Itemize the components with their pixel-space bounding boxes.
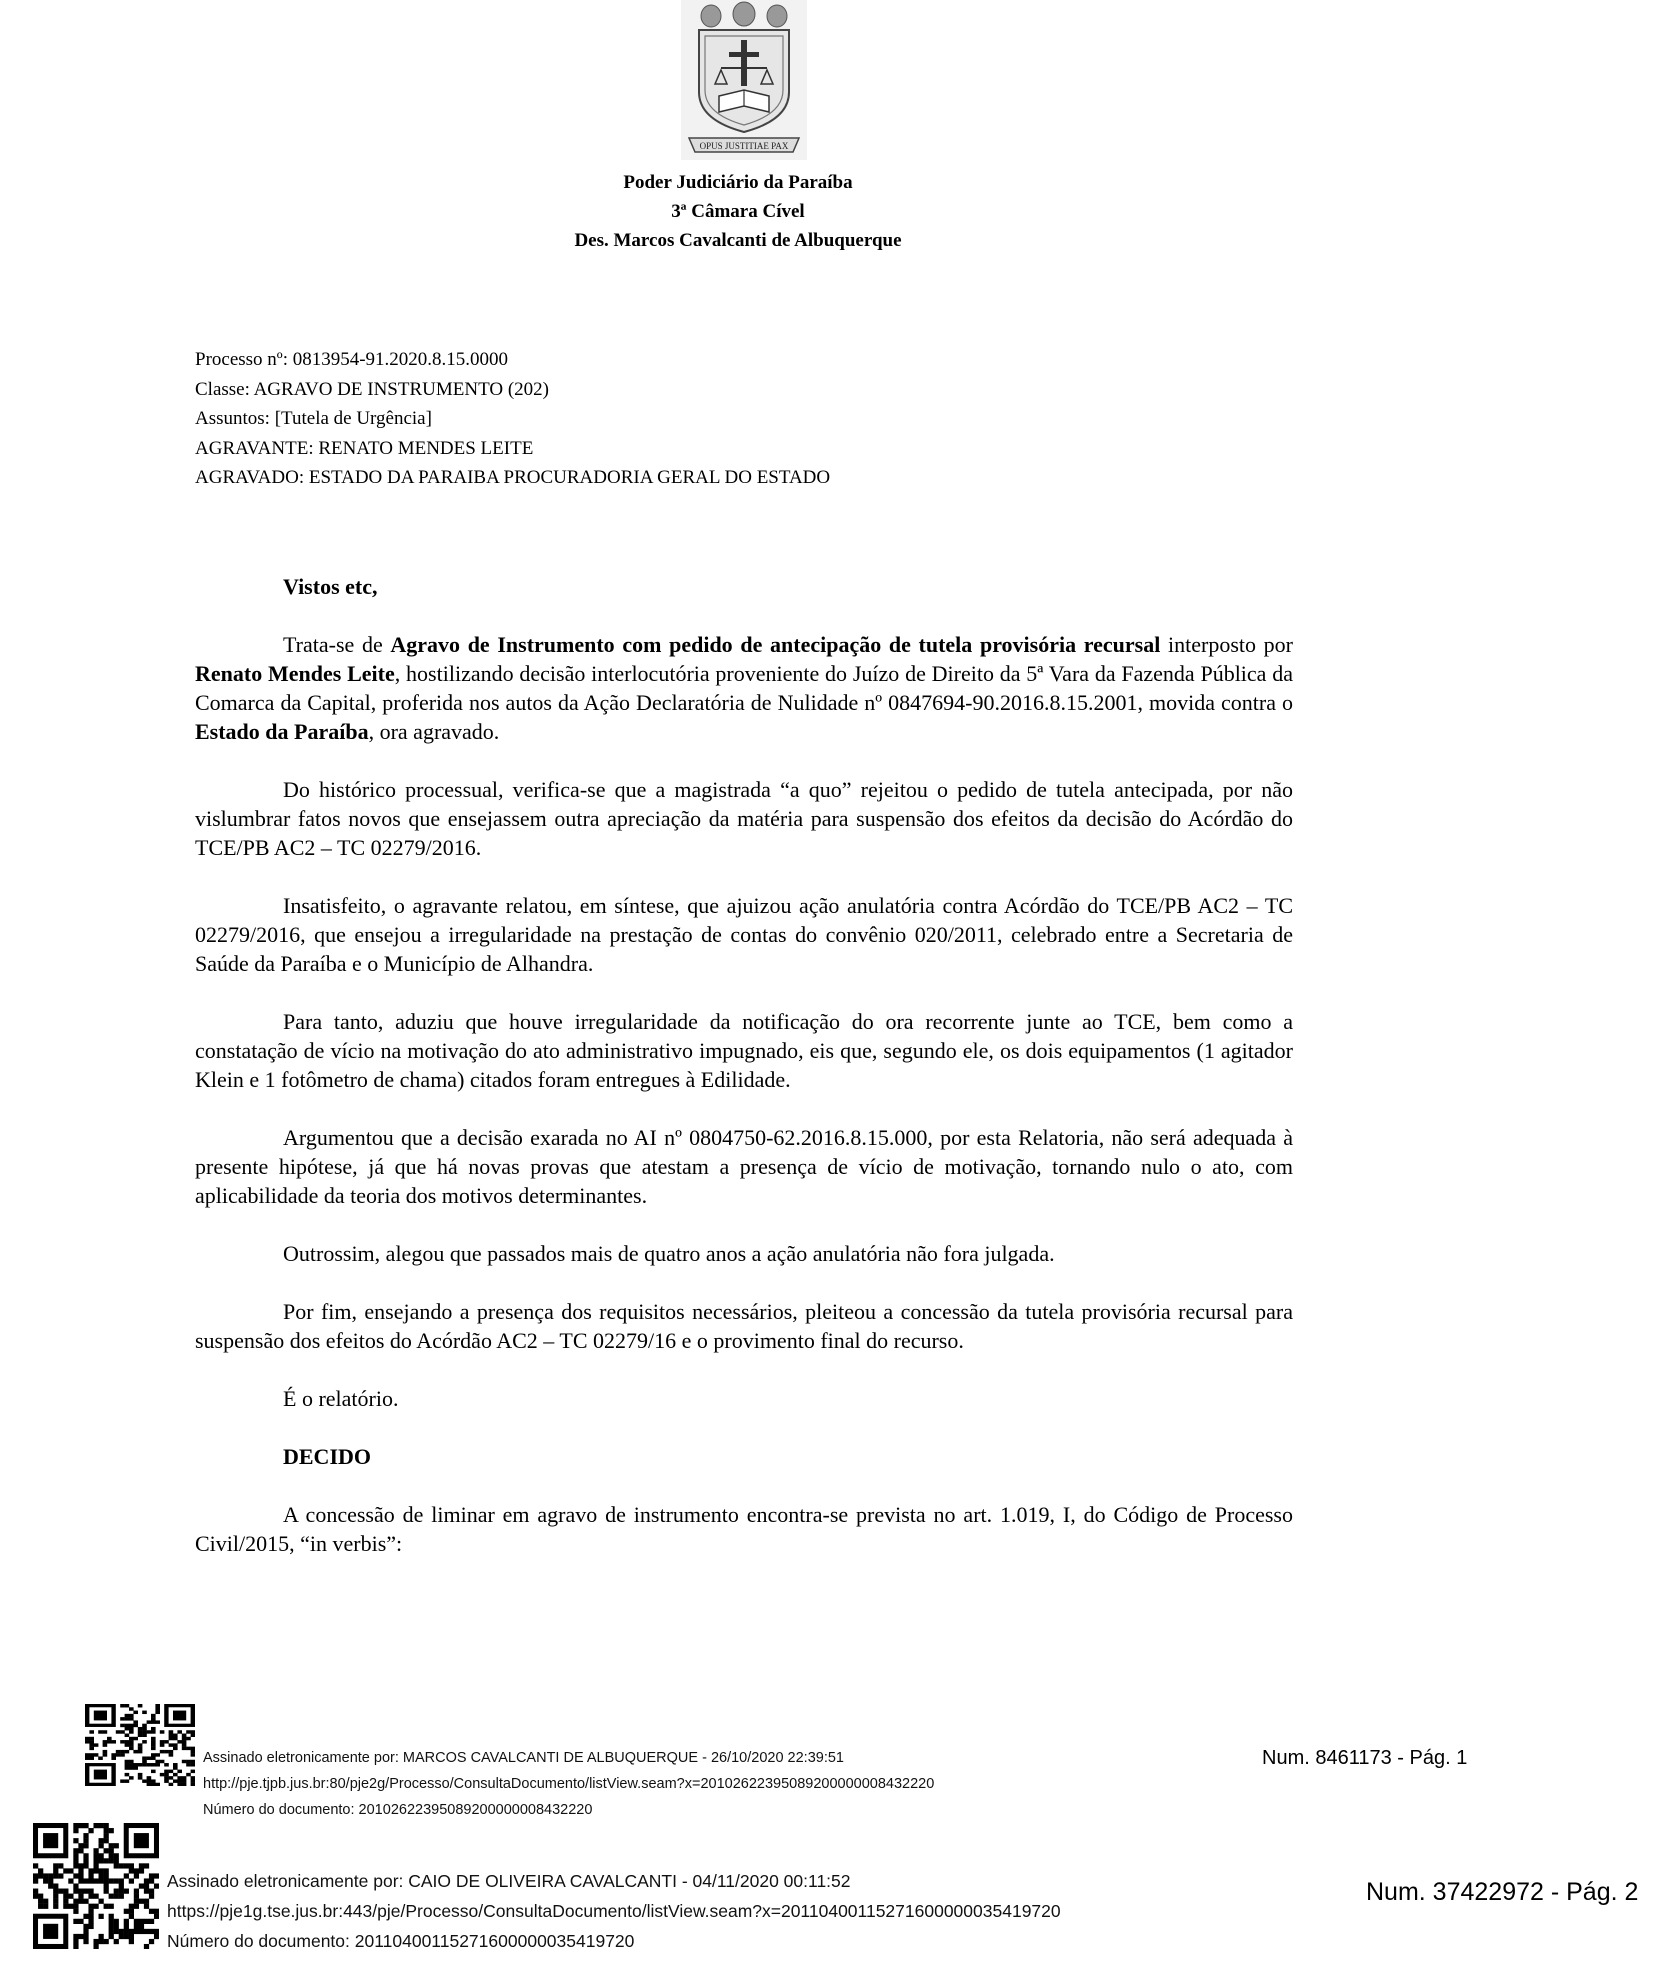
p1-bold-d: Renato Mendes Leite [195, 661, 395, 686]
case-subjects: Assuntos: [Tutela de Urgência] [195, 408, 432, 429]
verification-url-1: http://pje.tjpb.jus.br:80/pje2g/Processo/ConsultaDocumento/listView.seam?x=20102622395089200000008432220 [203, 1776, 935, 1792]
chamber-name: 3ª Câmara Cível [671, 201, 805, 222]
paragraph-9: A concessão de liminar em agravo de instrumento encontra-se prevista no art. 1.019, I, do Código de Processo Civil/2015, “in verbis”: [195, 1502, 1293, 1556]
p1-text-a: Trata-se de [283, 632, 391, 657]
p1-bold-f: Estado da Paraíba [195, 719, 369, 744]
qr-code-icon [33, 1823, 159, 1949]
case-class: Classe: AGRAVO DE INSTRUMENTO (202) [195, 378, 549, 400]
document-header [0, 168, 1476, 255]
judge-name: Des. Marcos Cavalcanti de Albuquerque [574, 230, 902, 251]
verification-url-2: https://pje1g.tse.jus.br:443/pje/Processo/ConsultaDocumento/listView.seam?x=20110400115271600000035419720 [167, 1901, 1061, 1921]
paragraph-4: Para tanto, aduziu que houve irregularidade da notificação do ora recorrente junte ao TCE, bem como a constatação de vício na motivação do ato administrativo impugnado, eis que, segundo ele, os dois equipamentos (1 agitador Klein e 1 fotômetro de chama) citados foram entregues à Edilidade. [195, 1009, 1293, 1092]
document-number-2: Número do documento: 20110400115271600000035419720 [167, 1931, 635, 1951]
case-number: Processo nº: 0813954-91.2020.8.15.0000 [195, 349, 509, 370]
paragraph-6: Outrossim, alegou que passados mais de quatro anos a ação anulatória não fora julgada. [283, 1241, 1055, 1266]
signed-by-1: Assinado eletronicamente por: MARCOS CAVALCANTI DE ALBUQUERQUE - 26/10/2020 22:39:51 [203, 1750, 844, 1766]
court-seal-logo [681, 0, 807, 160]
decision-body [195, 572, 1293, 1558]
qr-code-icon [85, 1704, 195, 1786]
paragraph-8: É o relatório. [283, 1386, 399, 1411]
svg-text:OPUS JUSTITIAE PAX: OPUS JUSTITIAE PAX [699, 141, 789, 151]
case-appellee: AGRAVADO: ESTADO DA PARAIBA PROCURADORIA GERAL DO ESTADO [195, 467, 831, 488]
p1-text-e: , hostilizando decisão interlocutória proveniente do Juízo de Direito da 5ª Vara da Fazenda Pública da Comarca da Capital, proferida nos autos da Ação Declaratória de Nulidade nº 0847694-90.2016.8.15.2001, movida contra o [195, 661, 1293, 715]
p1-bold-b: Agravo de Instrumento com pedido de antecipação de tutela provisória recursal [390, 632, 1161, 657]
greeting: Vistos etc, [283, 574, 378, 599]
paragraph-7: Por fim, ensejando a presença dos requisitos necessários, pleiteou a concessão da tutela provisória recursal para suspensão dos efeitos do Acórdão AC2 – TC 02279/16 e o provimento final do recurso. [195, 1299, 1293, 1353]
court-name: Poder Judiciário da Paraíba [623, 172, 853, 193]
case-appellant: AGRAVANTE: RENATO MENDES LEITE [195, 437, 534, 459]
signed-by-2: Assinado eletronicamente por: CAIO DE OLIVEIRA CAVALCANTI - 04/11/2020 00:11:52 [167, 1871, 851, 1891]
page-reference-2: Num. 37422972 - Pág. 2 [1366, 1878, 1639, 1906]
paragraph-3: Insatisfeito, o agravante relatou, em síntese, que ajuizou ação anulatória contra Acórdão do TCE/PB AC2 – TC 02279/2016, que ensejou a irregularidade na prestação de contas do convênio 020/2011, celebrado entre a Secretaria de Saúde da Paraíba e o Município de Alhandra. [195, 893, 1293, 976]
p1-text-c: interposto por [1160, 632, 1293, 657]
page-reference-1: Num. 8461173 - Pág. 1 [1262, 1747, 1468, 1769]
section-heading-decido: DECIDO [283, 1444, 372, 1469]
paragraph-5: Argumentou que a decisão exarada no AI nº 0804750-62.2016.8.15.000, por esta Relatoria, não será adequada à presente hipótese, já que há novas provas que atestam a presença de vício de motivação, tornando nulo o ato, com aplicabilidade da teoria dos motivos determinantes. [195, 1125, 1293, 1208]
signature-block-2 [167, 1866, 1061, 1956]
signature-block-1 [203, 1745, 934, 1823]
document-number-1: Número do documento: 20102622395089200000008432220 [203, 1802, 593, 1818]
paragraph-2: Do histórico processual, verifica-se que a magistrada “a quo” rejeitou o pedido de tutela antecipada, por não vislumbrar fatos novos que ensejassem outra apreciação da matéria para suspensão dos efeitos da decisão do Acórdão do TCE/PB AC2 – TC 02279/2016. [195, 777, 1293, 860]
p1-text-g: , ora agravado. [368, 719, 500, 744]
case-info [195, 345, 830, 493]
paragraph-1 [195, 630, 1293, 746]
